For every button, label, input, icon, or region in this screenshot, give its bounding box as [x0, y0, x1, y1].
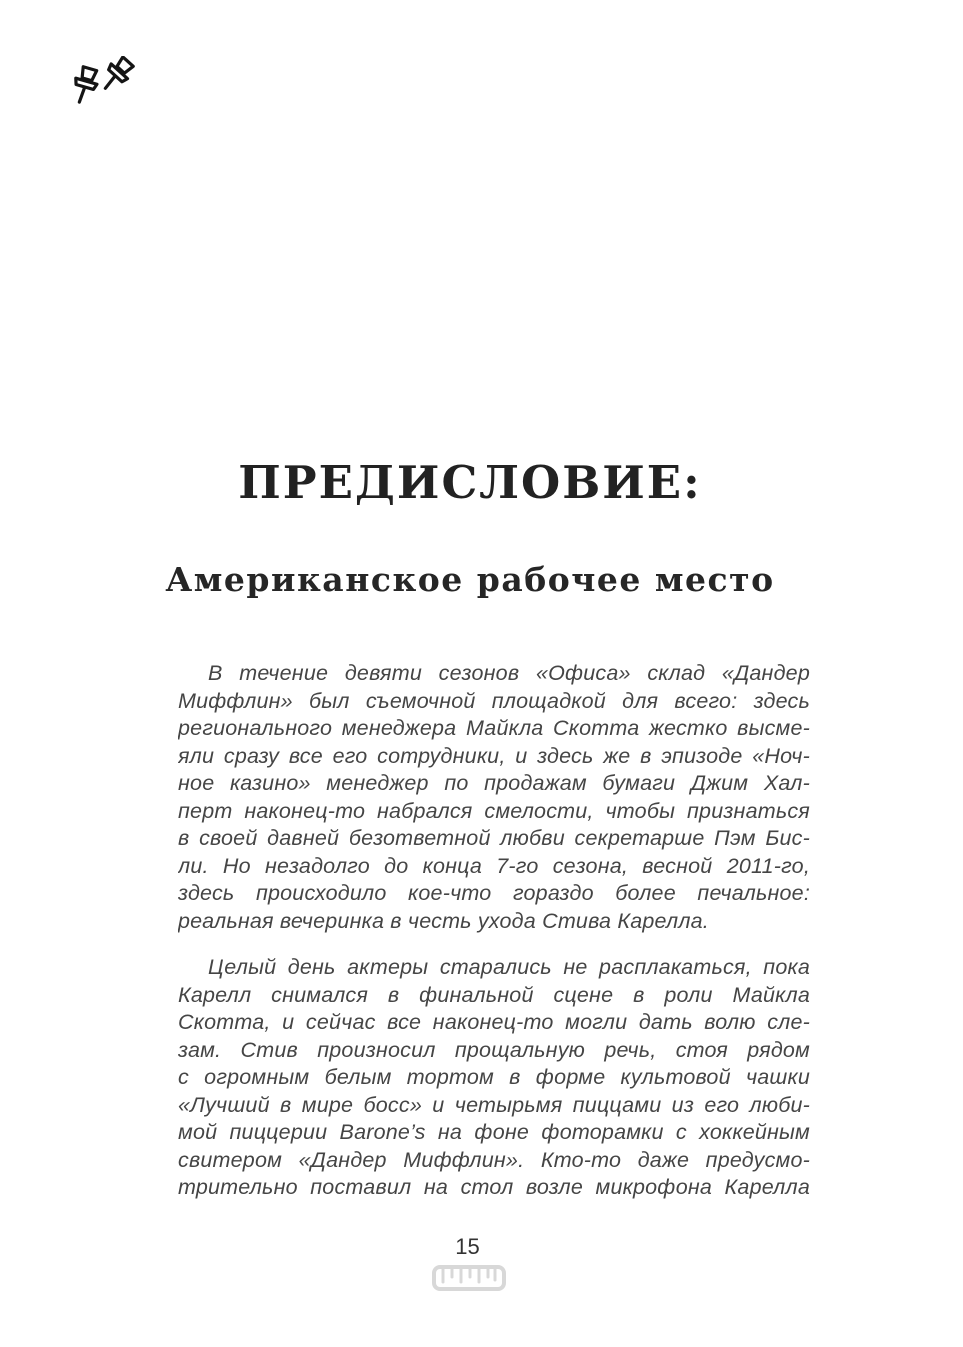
text-line: реальная вечеринка в честь ухода Стива Карелла.: [178, 908, 709, 933]
ruler-icon: [431, 1262, 507, 1294]
text-line: здесь происходило кое-что гораздо более печальное:: [178, 881, 810, 905]
text-line: зам. Стив произносил прощальную речь, стоя рядом: [178, 1037, 810, 1062]
text-line: трительно поставил на стол возле микрофона Карелла: [178, 1175, 810, 1199]
text-line: Целый день актеры старались не расплакаться, пока: [208, 955, 810, 979]
text-line: Скотта, и сейчас все наконец-то могли дать волю сле-: [178, 1010, 810, 1034]
paragraph: [178, 660, 810, 935]
text-line: ное казино» менеджер по продажам бумаги Джим Хал-: [178, 771, 810, 795]
text-line: регионального менеджера Майкла Скотта жестко высме-: [178, 716, 810, 740]
text-line: свитером «Дандер Миффлин». Кто-то даже предусмо-: [178, 1147, 810, 1172]
text-line: мой пиццерии Barone’s на фоне фоторамки с хоккейным: [178, 1120, 810, 1144]
chapter-title: ПРЕДИСЛОВИЕ:: [238, 456, 702, 509]
text-line: яли сразу все его сотрудники, и здесь же в эпизоде «Ноч-: [178, 743, 810, 768]
text-line: В течение девяти сезонов «Офиса» склад «Дандер: [208, 661, 810, 685]
text-line: в своей давней безответной любви секретарше Пэм Бис-: [178, 826, 810, 850]
text-line: Миффлин» был съемочной площадкой для всего: здесь: [178, 688, 810, 713]
chapter-subtitle: Американское рабочее место: [165, 560, 775, 599]
body-text: [178, 660, 810, 1221]
text-line: с огромным белым тортом в форме культовой чашки: [178, 1065, 810, 1089]
pushpins-icon: [60, 56, 140, 120]
text-line: Карелл снимался в финальной сцене в роли Майкла: [178, 982, 810, 1007]
paragraph: [178, 954, 810, 1202]
text-line: перт наконец-то набрался смелости, чтобы признаться: [178, 798, 810, 823]
text-line: ли. Но незадолго до конца 7-го сезона, весной 2011-го,: [178, 853, 810, 878]
text-line: «Лучший в мире босс» и четырьмя пиццами из его люби-: [178, 1092, 810, 1117]
page-number: 15: [455, 1234, 480, 1259]
